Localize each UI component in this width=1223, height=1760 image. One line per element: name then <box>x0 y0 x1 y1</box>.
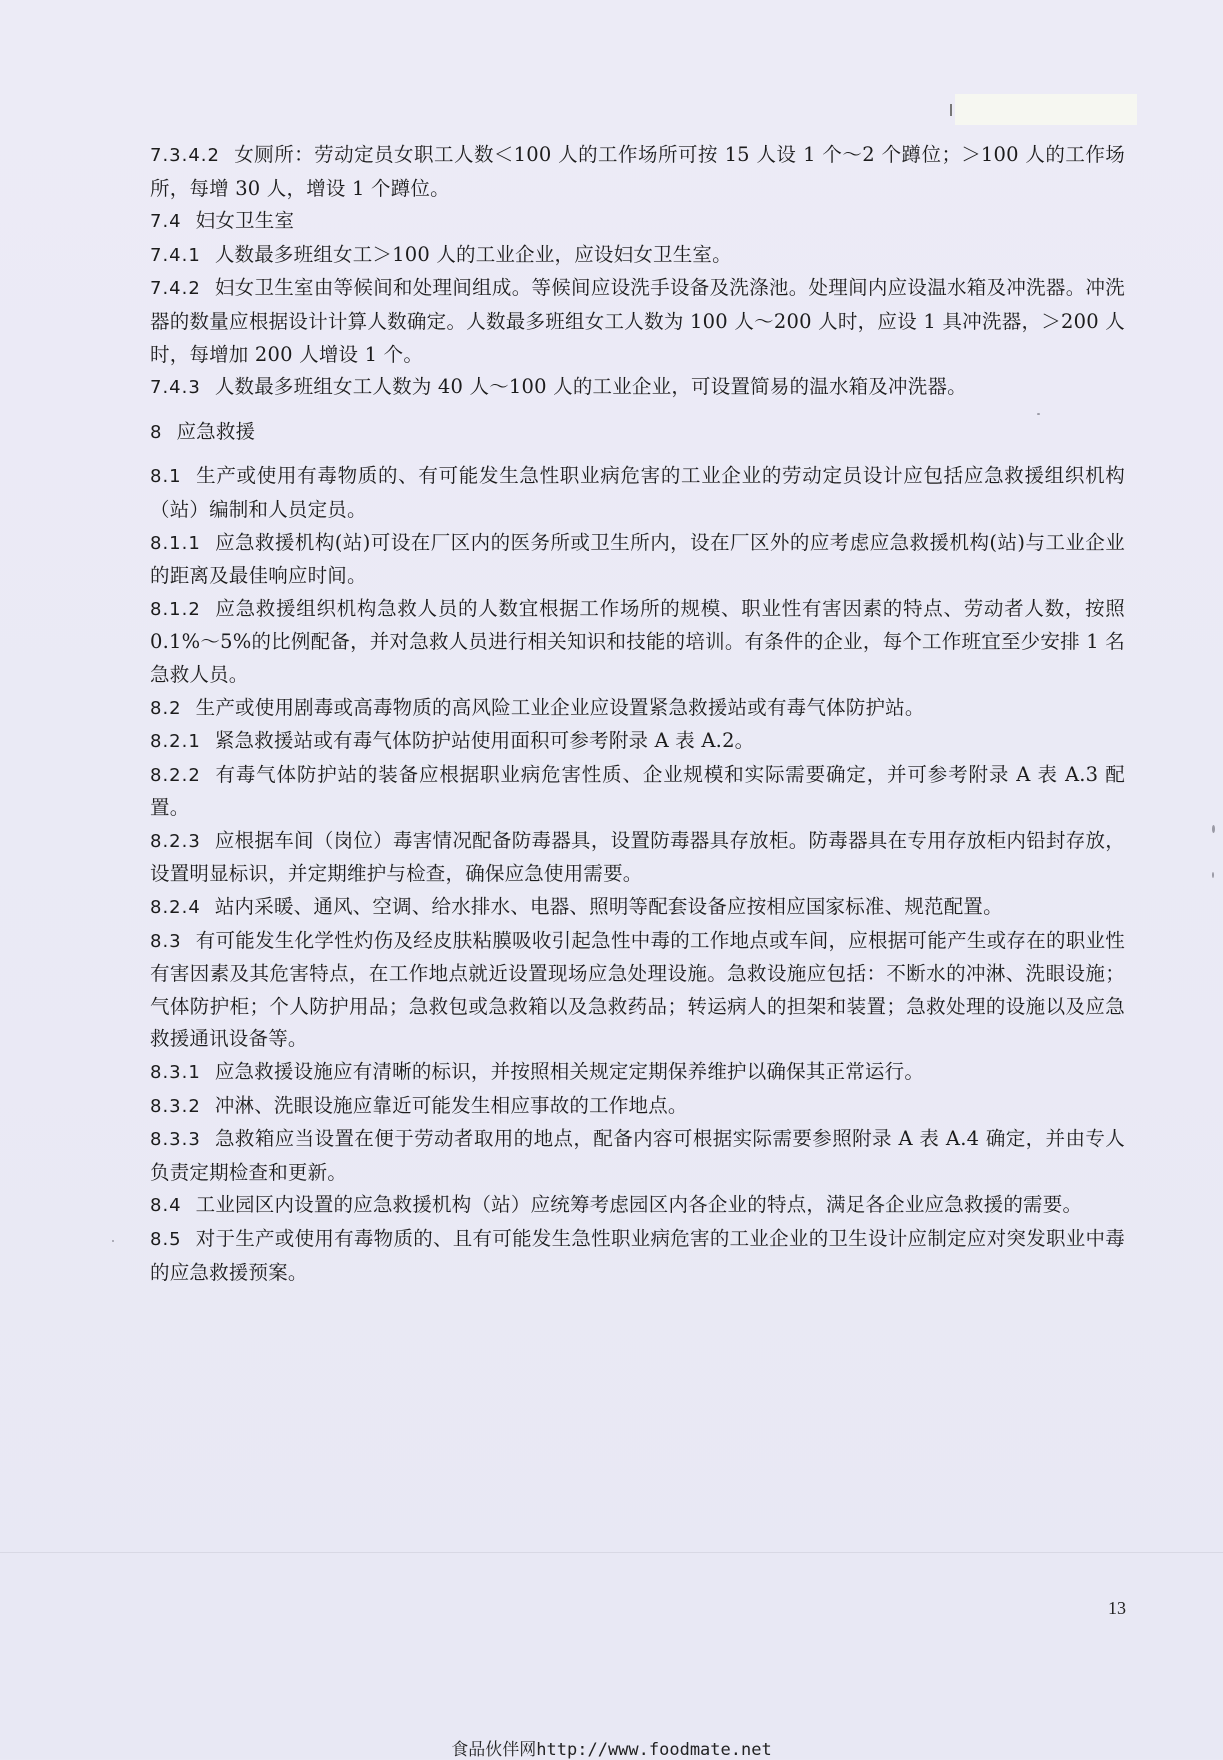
paragraph-7-4 <box>150 205 1125 239</box>
clause-text: 应急救援机构(站)可设在厂区内的医务所或卫生所内，设在厂区外的应考虑应急救援机构(站)与工业企业的距离及最佳响应时间。 <box>150 530 1125 588</box>
clause-text: 生产或使用有毒物质的、有可能发生急性职业病危害的工业企业的劳动定员设计应包括应急救援组织机构（站）编制和人员定员。 <box>150 464 1125 521</box>
paragraph-8-2-2 <box>150 759 1125 825</box>
clause-number: 8.2.2 <box>150 764 201 786</box>
document-body <box>150 139 1125 1289</box>
paragraph-8-5 <box>150 1223 1125 1289</box>
page-bottom-rule <box>0 1552 1223 1553</box>
paragraph-8-3-3 <box>150 1123 1125 1189</box>
watermark-url: http://www.foodmate.net <box>536 1740 772 1760</box>
clause-text: 应急救援设施应有清晰的标识，并按照相关规定定期保养维护以确保其正常运行。 <box>214 1060 925 1084</box>
clause-text: 紧急救援站或有毒气体防护站使用面积可参考附录 A 表 A.2。 <box>214 729 755 753</box>
clause-number: 7.3.4.2 <box>150 145 220 166</box>
clause-text: 有可能发生化学性灼伤及经皮肤粘膜吸收引起急性中毒的工作地点或车间，应根据可能产生或存在的职业性有害因素及其危害特点，在工作地点就近设置现场应急处理设施。急救设施应包括：不断水的冲淋、洗眼设施；气体防护柜；个人防护用品；急救包或急救箱以及急救药品；转运病人的担架和装置；急救处理的设施以及应急救援通讯设备等。 <box>150 928 1125 1051</box>
paragraph-8-2-3 <box>150 825 1125 891</box>
paragraph-8-2-4 <box>150 891 1125 925</box>
section-title: 应急救援 <box>176 419 256 443</box>
paragraph-7-4-1 <box>150 239 1125 273</box>
clause-text: 妇女卫生室 <box>195 209 295 233</box>
source-watermark <box>0 1735 1223 1760</box>
paragraph-7-4-2 <box>150 272 1125 371</box>
section-heading-8 <box>150 416 1125 450</box>
paragraph-8-2 <box>150 692 1125 726</box>
paragraph-7-3-4-2 <box>150 139 1125 205</box>
clause-text: 冲淋、洗眼设施应靠近可能发生相应事故的工作地点。 <box>214 1093 688 1117</box>
clause-text: 有毒气体防护站的装备应根据职业病危害性质、企业规模和实际需要确定，并可参考附录 A 表 A.3 配置。 <box>150 762 1125 820</box>
clause-text: 人数最多班组女工＞100 人的工业企业，应设妇女卫生室。 <box>214 242 732 266</box>
clause-number: 8.3.2 <box>150 1095 201 1117</box>
clause-number: 8.3.3 <box>150 1129 201 1151</box>
clause-number: 7.4.2 <box>150 278 201 300</box>
clause-text: 应根据车间（岗位）毒害情况配备防毒器具，设置防毒器具存放柜。防毒器具在专用存放柜内铅封存放，设置明显标识，并定期维护与检查，确保应急使用需要。 <box>150 828 1125 886</box>
clause-number: 8.2.4 <box>150 897 201 919</box>
clause-number: 8.2.1 <box>150 731 201 753</box>
paragraph-8-2-1 <box>150 725 1125 759</box>
paragraph-8-1-2 <box>150 593 1125 692</box>
clause-number: 7.4.3 <box>150 377 201 399</box>
redaction-patch <box>955 94 1137 125</box>
clause-number: 8.3 <box>150 930 182 952</box>
paragraph-8-3-1 <box>150 1056 1125 1090</box>
scan-speck <box>1212 825 1215 833</box>
paragraph-8-1 <box>150 460 1125 526</box>
section-number: 8 <box>150 421 163 443</box>
clause-number: 8.2 <box>150 697 182 719</box>
clause-text: 急救箱应当设置在便于劳动者取用的地点，配备内容可根据实际需要参照附录 A 表 A.4 确定，并由专人负责定期检查和更新。 <box>150 1127 1125 1184</box>
clause-text: 女厕所：劳动定员女职工人数＜100 人的工作场所可按 15 人设 1 个～2 个蹲位；＞100 人的工作场所，每增 30 人，增设 1 个蹲位。 <box>150 143 1125 200</box>
clause-number: 7.4 <box>150 211 182 233</box>
scan-speck <box>1212 872 1214 878</box>
clause-number: 8.4 <box>150 1195 182 1217</box>
clause-text: 应急救援组织机构急救人员的人数宜根据工作场所的规模、职业性有害因素的特点、劳动者人数，按照 0.1%～5%的比例配备，并对急救人员进行相关知识和技能的培训。有条件的企业，每个工作班宜至少安排 1 名急救人员。 <box>150 596 1125 686</box>
watermark-site-name: 食品伙伴网 <box>451 1740 537 1760</box>
clause-number: 8.2.3 <box>150 830 201 852</box>
clause-number: 8.5 <box>150 1229 182 1250</box>
paragraph-8-3-2 <box>150 1090 1125 1124</box>
scan-mark <box>950 104 952 116</box>
clause-number: 7.4.1 <box>150 244 201 266</box>
clause-text: 工业园区内设置的应急救援机构（站）应统筹考虑园区内各企业的特点，满足各企业应急救援的需要。 <box>195 1193 1083 1217</box>
clause-text: 人数最多班组女工人数为 40 人～100 人的工业企业，可设置简易的温水箱及冲洗器。 <box>214 375 967 399</box>
paragraph-8-1-1 <box>150 527 1125 593</box>
clause-text: 妇女卫生室由等候间和处理间组成。等候间应设洗手设备及洗涤池。处理间内应设温水箱及冲洗器。冲洗器的数量应根据设计计算人数确定。人数最多班组女工人数为 100 人～200 人时，应设 1 具冲洗器，＞200 人时，每增加 200 人增设 1 个。 <box>150 276 1125 366</box>
clause-number: 8.1.1 <box>150 532 201 554</box>
clause-number: 8.1.2 <box>150 598 201 620</box>
clause-text: 站内采暖、通风、空调、给水排水、电器、照明等配套设备应按相应国家标准、规范配置。 <box>214 895 1003 919</box>
paragraph-8-3 <box>150 925 1125 1056</box>
paragraph-8-4 <box>150 1189 1125 1223</box>
clause-number: 8.1 <box>150 466 182 488</box>
clause-text: 生产或使用剧毒或高毒物质的高风险工业企业应设置紧急救援站或有毒气体防护站。 <box>195 695 925 719</box>
scan-speck <box>1037 413 1040 415</box>
scan-speck <box>112 1240 114 1242</box>
clause-number: 8.3.1 <box>150 1062 201 1084</box>
page-number: 13 <box>1108 1598 1126 1618</box>
clause-text: 对于生产或使用有毒物质的、且有可能发生急性职业病危害的工业企业的卫生设计应制定应对突发职业中毒的应急救援预案。 <box>150 1227 1125 1284</box>
paragraph-7-4-3 <box>150 371 1125 405</box>
